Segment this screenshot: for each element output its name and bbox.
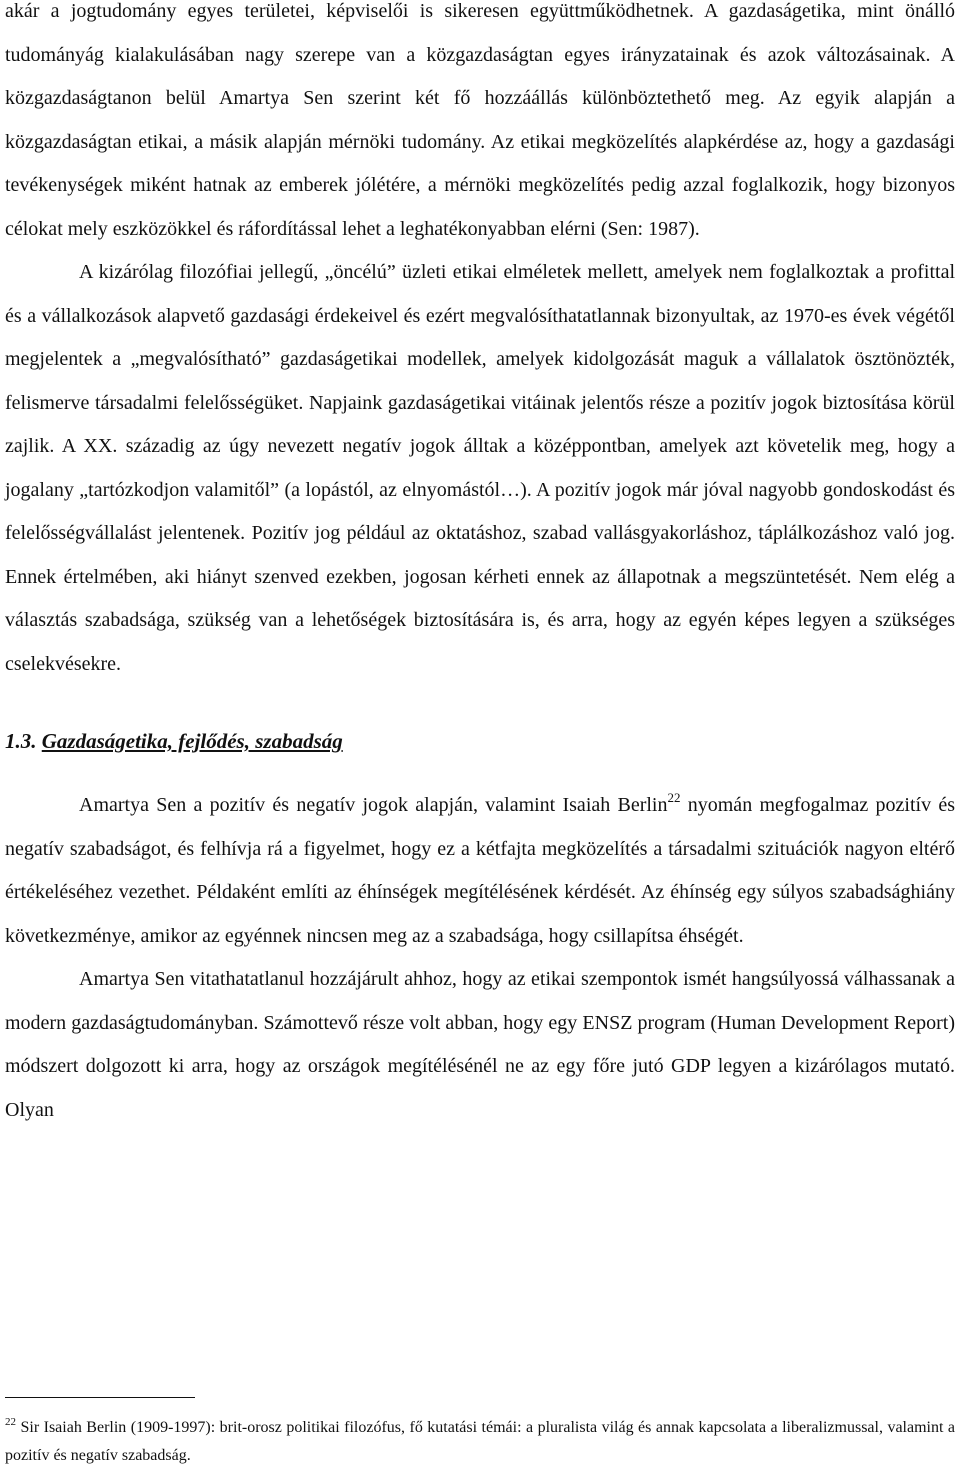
paragraph-text-after-ref: nyomán megfogalmaz pozitív és negatív szabadságot, és felhívja rá a figyelmet, hogy ez a kétfajta megközelítés a társadalmi szituációk nagyon eltérő értékeléséhez vezethet. Példaként említi az éhínségek megítélésének kérdését. Az éhínség egy súlyos szabadsághiány következménye, amikor az egyénnek nincsen meg az a szabadsága, hogy csillapítsa éhségét.	[5, 794, 955, 947]
footnote-text: Sir Isaiah Berlin (1909-1997): brit-orosz politikai filozófus, fő kutatási témái: a pluralista világ és annak kapcsolata a liberalizmussal, valamint a pozitív és negatív szabadság.	[5, 1419, 955, 1464]
footnote	[5, 1414, 955, 1470]
paragraph-text-before-ref: Amartya Sen a pozitív és negatív jogok alapján, valamint Isaiah Berlin	[79, 794, 668, 816]
paragraph-business-ethics: A kizárólag filozófiai jellegű, „öncélú” üzleti etikai elméletek mellett, amelyek nem foglalkoztak a profittal és a vállalkozások alapvető gazdasági érdekeivel és ezért megvalósíthatatlannak bizonyultak, az 1970-es évek végétől megjelentek a „megvalósítható” gazdaságetikai modellek, amelyek kidolgozását maguk a vállalatok ösztönözték, felismerve társadalmi felelősségüket. Napjaink gazdaságetikai vitáinak jelentős része a pozitív jogok biztosítása körül zajlik. A XX. századig az úgy nevezett negatív jogok álltak a középpontban, amelyek azt követelik meg, hogy a jogalany „tartózkodjon valamitől” (a lopástól, az elnyomástól…). A pozitív jogok már jóval nagyobb gondoskodást és felelősségvállalást jelentenek. Pozitív jog például az oktatáshoz, szabad vallásgyakorláshoz, táplálkozáshoz való jog. Ennek értelmében, aki hiányt szenved ezekben, jogosan kérheti ennek az állapotnak a megszüntetését. Nem elég a választás szabadsága, szükség van a lehetőségek biztosítására is, és arra, hogy az egyén képes legyen a szükséges cselekvésekre.	[5, 261, 955, 675]
footnote-number: 22	[5, 1416, 16, 1428]
section-number: 1.3.	[5, 729, 37, 753]
footnote-separator	[5, 1397, 195, 1398]
section-heading	[5, 720, 955, 763]
footnote-reference[interactable]: 22	[667, 790, 681, 805]
paragraph-continued: akár a jogtudomány egyes területei, képviselői is sikeresen együttműködhetnek. A gazdaságetika, mint önálló tudományág kialakulásában nagy szerepe van a közgazdaságtan egyes irányzatainak és azok változásainak. A közgazdaságtanon belül Amartya Sen szerint két fő hozzáállás különböztethető meg. Az egyik alapján a közgazdaságtan etikai, a másik alapján mérnöki tudomány. Az etikai megközelítés alapkérdése az, hogy a gazdasági tevékenységek miként hatnak az emberek jólétére, a mérnöki megközelítés pedig azzal foglalkozik, hogy bizonyos célokat mely eszközökkel és ráfordítással lehet a leghatékonyabban elérni (Sen: 1987).	[5, 0, 955, 240]
section-title: Gazdaságetika, fejlődés, szabadság	[41, 729, 343, 753]
paragraph-sen-contribution: Amartya Sen vitathatatlanul hozzájárult ahhoz, hogy az etikai szempontok ismét hangsúlyossá válhassanak a modern gazdaságtudományban. Számottevő része volt abban, hogy egy ENSZ program (Human Development Report) módszert dolgozott ki arra, hogy az országok megítélésénél ne az egy főre jutó GDP legyen a kizárólagos mutató. Olyan	[5, 968, 955, 1121]
document-body	[5, 0, 955, 1132]
paragraph-sen-berlin	[5, 784, 955, 958]
